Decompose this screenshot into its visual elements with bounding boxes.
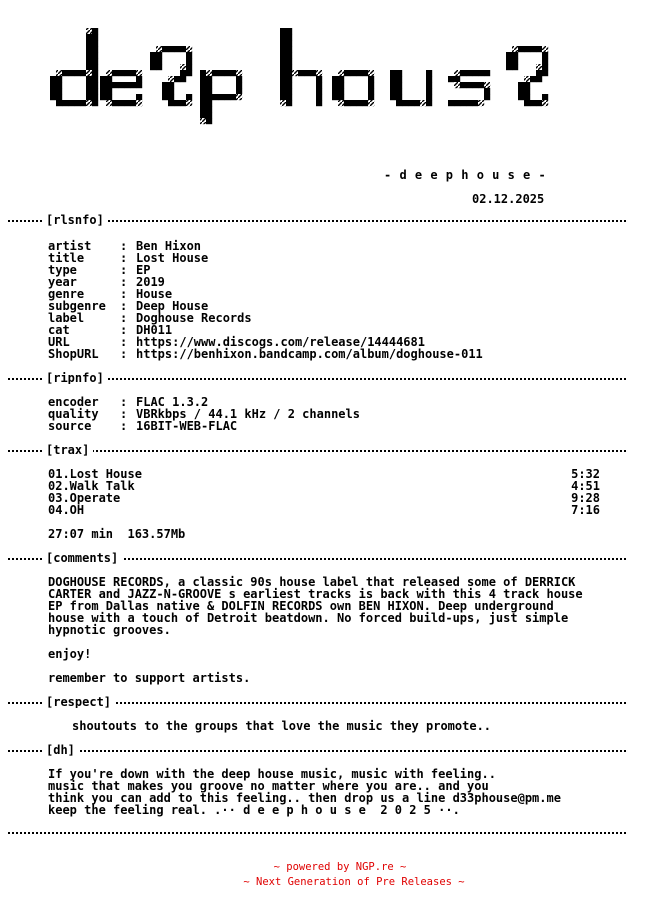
rlsnfo-separator: : [120,299,128,313]
deephouse-logo [50,22,580,182]
rlsnfo-separator: : [120,251,128,265]
footer-ngp: ~ Next Generation of Pre Releases ~ [243,876,465,888]
track-row [48,480,600,492]
track-title: 01.Lost House [48,467,142,481]
release-date: 02.12.2025 [472,192,545,206]
rlsnfo-row [48,348,483,360]
track-title: 04.OH [48,503,85,517]
section-tag-dh: [dh] [42,744,79,756]
rlsnfo-separator: : [120,239,128,253]
divider-trax [8,444,626,456]
rlsnfo-value: 2019 [136,275,165,289]
rlsnfo-key: year [48,275,77,289]
divider-respect [8,696,626,708]
rlsnfo-value: Doghouse Records [136,311,252,325]
ripnfo-row [48,420,237,432]
section-tag-comments: [comments] [42,552,122,564]
rlsnfo-key: cat [48,323,70,337]
tagline: - d e e p h o u s e - [384,168,547,182]
rlsnfo-key: URL [48,335,70,349]
ripnfo-separator: : [120,395,128,409]
rlsnfo-key: title [48,251,85,265]
dh-body: If you're down with the deep house music, music with feeling.. music that makes you groove no matter where you are.. and you think you can add to this feeling.. then drop us a line d33phouse@pm.me keep the feeling real. .·· d e e p h o u s e 2 0 2 5 ··. [48,767,561,817]
section-tag-rlsnfo: [rlsnfo] [42,214,108,226]
logo-glyphs [50,28,548,124]
respect-body: shoutouts to the groups that love the music they promote.. [72,719,492,733]
ripnfo-separator: : [120,419,128,433]
rlsnfo-key: genre [48,287,85,301]
divider-dh [8,744,626,756]
track-duration: 4:51 [571,479,600,493]
ripnfo-key: source [48,419,92,433]
rlsnfo-separator: : [120,347,128,361]
track-title: 03.Operate [48,491,121,505]
rlsnfo-separator: : [120,335,128,349]
track-row [48,492,600,504]
rlsnfo-separator: : [120,263,128,277]
rlsnfo-value: House [136,287,173,301]
divider-bottom [8,826,626,838]
section-tag-trax: [trax] [42,444,93,456]
ripnfo-value: VBRkbps / 44.1 kHz / 2 channels [136,407,360,421]
rlsnfo-value: Lost House [136,251,209,265]
ripnfo-value: FLAC 1.3.2 [136,395,209,409]
rlsnfo-value: DH011 [136,323,173,337]
trax-total: 27:07 min 163.57Mb [48,527,186,541]
divider-rlsnfo [8,214,626,226]
ripnfo-key: quality [48,407,99,421]
ripnfo-value: 16BIT-WEB-FLAC [136,419,238,433]
comments-enjoy: enjoy! [48,647,92,661]
rlsnfo-key: subgenre [48,299,106,313]
footer-powered-by: ~ powered by NGP.re ~ [273,861,407,873]
section-tag-ripnfo: [ripnfo] [42,372,108,384]
rlsnfo-value: Ben Hixon [136,239,202,253]
rlsnfo-key: artist [48,239,92,253]
divider-ripnfo [8,372,626,384]
rlsnfo-value: https://benhixon.bandcamp.com/album/doghouse-011 [136,347,483,361]
section-tag-respect: [respect] [42,696,115,708]
comments-body: DOGHOUSE RECORDS, a classic 90s house label that released some of DERRICK CARTER and JAZZ-N-GROOVE s earliest tracks is back with this 4 track house EP from Dallas native & DOLFIN RECORDS own BEN HIXON. Deep underground house with a touch of Detroit beatdown. No forced build-ups, just simple hypnotic grooves. [48,575,583,637]
rlsnfo-key: label [48,311,85,325]
track-duration: 7:16 [571,503,600,517]
rlsnfo-value: Deep House [136,299,209,313]
ripnfo-separator: : [120,407,128,421]
divider-comments [8,552,626,564]
rlsnfo-separator: : [120,311,128,325]
rlsnfo-value: EP [136,263,151,277]
rlsnfo-separator: : [120,275,128,289]
rlsnfo-value: https://www.discogs.com/release/14444681 [136,335,425,349]
rlsnfo-key: type [48,263,77,277]
rlsnfo-separator: : [120,323,128,337]
comments-support: remember to support artists. [48,671,251,685]
rlsnfo-separator: : [120,287,128,301]
track-title: 02.Walk Talk [48,479,135,493]
ripnfo-key: encoder [48,395,99,409]
track-row [48,504,600,516]
rlsnfo-key: ShopURL [48,347,99,361]
track-duration: 9:28 [571,491,600,505]
track-duration: 5:32 [571,467,600,481]
